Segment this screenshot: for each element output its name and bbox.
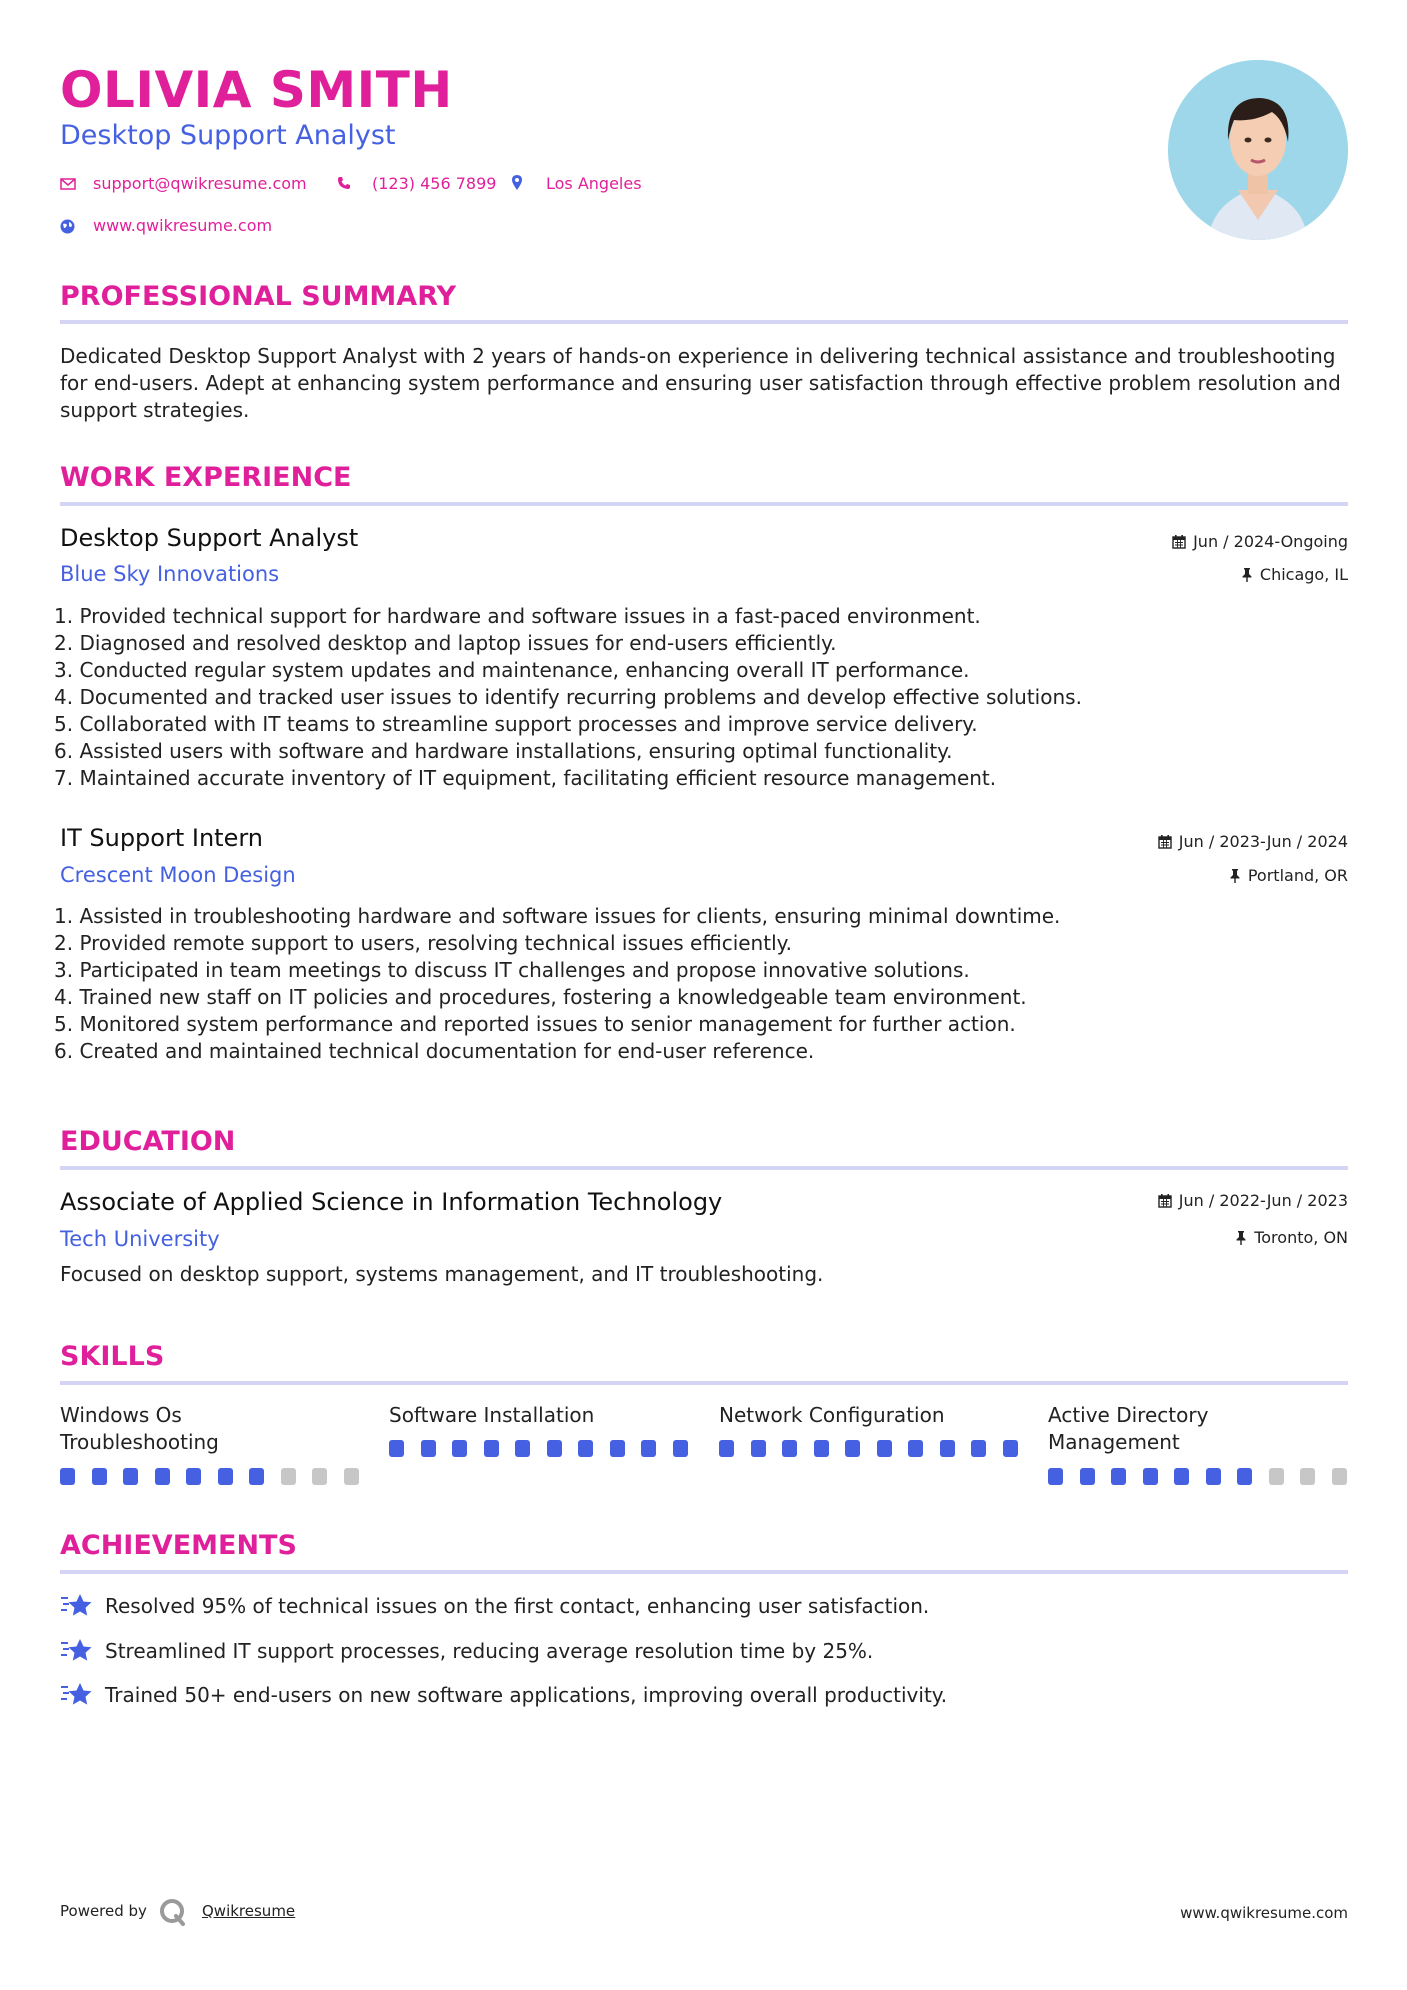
job-location-text: Chicago, IL (1259, 565, 1348, 584)
job-bullet: 1. Assisted in troubleshooting hardware and software issues for clients, ensuring minimal downtime. (54, 904, 1061, 928)
calendar-icon (1158, 1194, 1172, 1208)
phone-number[interactable]: (123) 456 7899 (372, 174, 497, 193)
calendar-icon (1172, 535, 1186, 549)
skill-dot-empty (312, 1468, 327, 1485)
skill-item (1048, 1402, 1348, 1456)
job-bullet: 5. Collaborated with IT teams to streamline support processes and improve service delivery. (54, 712, 978, 736)
skill-dot-filled (1206, 1468, 1221, 1485)
pushpin-icon (1229, 869, 1241, 883)
skill-dot-filled (908, 1440, 923, 1457)
achievement-text: Resolved 95% of technical issues on the first contact, enhancing user satisfaction. (105, 1594, 930, 1618)
website-link[interactable]: www.qwikresume.com (93, 216, 273, 235)
pushpin-icon (1241, 568, 1253, 582)
job-bullet: 7. Maintained accurate inventory of IT equipment, facilitating efficient resource management. (54, 766, 997, 790)
skill-dot-filled (719, 1440, 734, 1457)
job-bullet: 1. Provided technical support for hardware and software issues in a fast-paced environment. (54, 604, 981, 628)
location-text: Los Angeles (546, 174, 642, 193)
skill-dot-filled (1143, 1468, 1158, 1485)
location-pin-icon (512, 175, 522, 190)
job-bullet: 6. Created and maintained technical documentation for end-user reference. (54, 1039, 815, 1063)
job-company: Crescent Moon Design (60, 863, 296, 887)
skill-dot-filled (971, 1440, 986, 1457)
achievements-heading: ACHIEVEMENTS (60, 1530, 297, 1561)
degree-title: Associate of Applied Science in Information Technology (60, 1188, 723, 1216)
job-bullet: 3. Participated in team meetings to discuss IT challenges and propose innovative solutions. (54, 958, 970, 982)
education-heading: EDUCATION (60, 1126, 236, 1157)
candidate-role: Desktop Support Analyst (60, 120, 396, 151)
skill-dot-filled (782, 1440, 797, 1457)
candidate-name: OLIVIA SMITH (60, 61, 453, 119)
skill-name-line: Troubleshooting (60, 1430, 219, 1454)
skill-dot-filled (60, 1468, 75, 1485)
skill-name-line: Windows Os (60, 1403, 182, 1427)
email-link[interactable]: support@qwikresume.com (93, 174, 307, 193)
education-location (1235, 1227, 1348, 1249)
star-icon (60, 1591, 94, 1621)
skill-dot-empty (344, 1468, 359, 1485)
job-bullet: 2. Provided remote support to users, resolving technical issues efficiently. (54, 931, 792, 955)
skill-dot-empty (281, 1468, 296, 1485)
skill-dot-filled (1003, 1440, 1018, 1457)
education-dates (1158, 1190, 1348, 1212)
skill-dot-filled (578, 1440, 593, 1457)
summary-divider (60, 320, 1348, 324)
pushpin-icon (1235, 1231, 1247, 1245)
phone-icon (337, 176, 351, 190)
job-bullet: 6. Assisted users with software and hardware installations, ensuring optimal functionality. (54, 739, 953, 763)
job-bullet: 4. Documented and tracked user issues to identify recurring problems and develop effective solutions. (54, 685, 1082, 709)
skill-dot-empty (1300, 1468, 1315, 1485)
achievement-text: Trained 50+ end-users on new software applications, improving overall productivity. (105, 1683, 948, 1707)
job-dates (1172, 531, 1348, 553)
skill-dot-filled (610, 1440, 625, 1457)
job-bullet: 3. Conducted regular system updates and maintenance, enhancing overall IT performance. (54, 658, 970, 682)
globe-icon (60, 219, 75, 234)
achievements-divider (60, 1570, 1348, 1574)
achievement-item (60, 1680, 948, 1712)
education-location-text: Toronto, ON (1254, 1228, 1348, 1247)
skill-dot-filled (1174, 1468, 1189, 1485)
skill-dot-filled (1237, 1468, 1252, 1485)
star-icon (60, 1680, 94, 1710)
school-name: Tech University (60, 1227, 220, 1251)
skill-dot-filled (641, 1440, 656, 1457)
education-description: Focused on desktop support, systems management, and IT troubleshooting. (60, 1262, 824, 1286)
job-location (1229, 865, 1348, 887)
job-location (1241, 564, 1348, 586)
job-dates (1158, 831, 1348, 853)
skill-dot-filled (1048, 1468, 1063, 1485)
skill-dot-filled (92, 1468, 107, 1485)
calendar-icon (1158, 835, 1172, 849)
summary-heading: PROFESSIONAL SUMMARY (60, 281, 457, 312)
skill-dot-filled (877, 1440, 892, 1457)
skill-dot-filled (484, 1440, 499, 1457)
qwikresume-logo-icon (158, 1897, 188, 1927)
achievement-text: Streamlined IT support processes, reducing average resolution time by 25%. (105, 1639, 874, 1663)
job-company: Blue Sky Innovations (60, 562, 280, 586)
skill-dot-filled (218, 1468, 233, 1485)
skill-dot-filled (814, 1440, 829, 1457)
job-bullet-list (54, 903, 1344, 1065)
job-title: Desktop Support Analyst (60, 524, 359, 552)
education-divider (60, 1166, 1348, 1170)
skill-item (719, 1402, 1019, 1429)
skill-item (60, 1402, 360, 1456)
skill-name-line: Software Installation (389, 1403, 595, 1427)
achievement-item (60, 1591, 930, 1623)
job-dates-text: Jun / 2024-Ongoing (1193, 532, 1348, 551)
job-bullet: 5. Monitored system performance and reported issues to senior management for further action. (54, 1012, 1016, 1036)
skills-heading: SKILLS (60, 1341, 165, 1372)
job-bullet: 2. Diagnosed and resolved desktop and laptop issues for end-users efficiently. (54, 631, 837, 655)
envelope-icon (60, 178, 76, 190)
skill-dot-filled (186, 1468, 201, 1485)
skill-name-line: Network Configuration (719, 1403, 945, 1427)
skill-dot-filled (1111, 1468, 1126, 1485)
job-location-text: Portland, OR (1247, 866, 1348, 885)
skill-dot-empty (1332, 1468, 1347, 1485)
job-dates-text: Jun / 2023-Jun / 2024 (1178, 832, 1348, 851)
skill-dot-filled (123, 1468, 138, 1485)
skill-dot-filled (249, 1468, 264, 1485)
education-dates-text: Jun / 2022-Jun / 2023 (1178, 1191, 1348, 1210)
powered-by-label: Powered by (60, 1902, 147, 1920)
achievement-item (60, 1636, 874, 1668)
job-bullet-list (54, 603, 1344, 792)
skill-dot-filled (155, 1468, 170, 1485)
skill-name-line: Active Directory (1048, 1403, 1209, 1427)
skill-dot-filled (515, 1440, 530, 1457)
experience-divider (60, 502, 1348, 506)
footer-website-link[interactable]: www.qwikresume.com (1180, 1904, 1348, 1922)
summary-text: Dedicated Desktop Support Analyst with 2 years of hands-on experience in delivering technical assistance and troubleshooting for end-users. Adept at enhancing system performance and ensuring user satisfaction through effective problem resolution and support strategies. (60, 344, 1341, 422)
skill-dot-filled (751, 1440, 766, 1457)
skill-dot-filled (1080, 1468, 1095, 1485)
skill-item (389, 1402, 689, 1429)
skill-name-line: Management (1048, 1430, 1180, 1454)
star-icon (60, 1636, 94, 1666)
experience-heading: WORK EXPERIENCE (60, 462, 352, 493)
skill-dot-filled (845, 1440, 860, 1457)
skill-dot-filled (452, 1440, 467, 1457)
job-title: IT Support Intern (60, 824, 263, 852)
skills-divider (60, 1381, 1348, 1385)
skill-dot-empty (1269, 1468, 1284, 1485)
job-bullet: 4. Trained new staff on IT policies and procedures, fostering a knowledgeable team environment. (54, 985, 1027, 1009)
profile-photo (1168, 60, 1348, 240)
qwikresume-link[interactable]: Qwikresume (202, 1902, 296, 1920)
skill-dot-filled (389, 1440, 404, 1457)
skill-dot-filled (547, 1440, 562, 1457)
skill-dot-filled (673, 1440, 688, 1457)
skill-dot-filled (421, 1440, 436, 1457)
skill-dot-filled (940, 1440, 955, 1457)
